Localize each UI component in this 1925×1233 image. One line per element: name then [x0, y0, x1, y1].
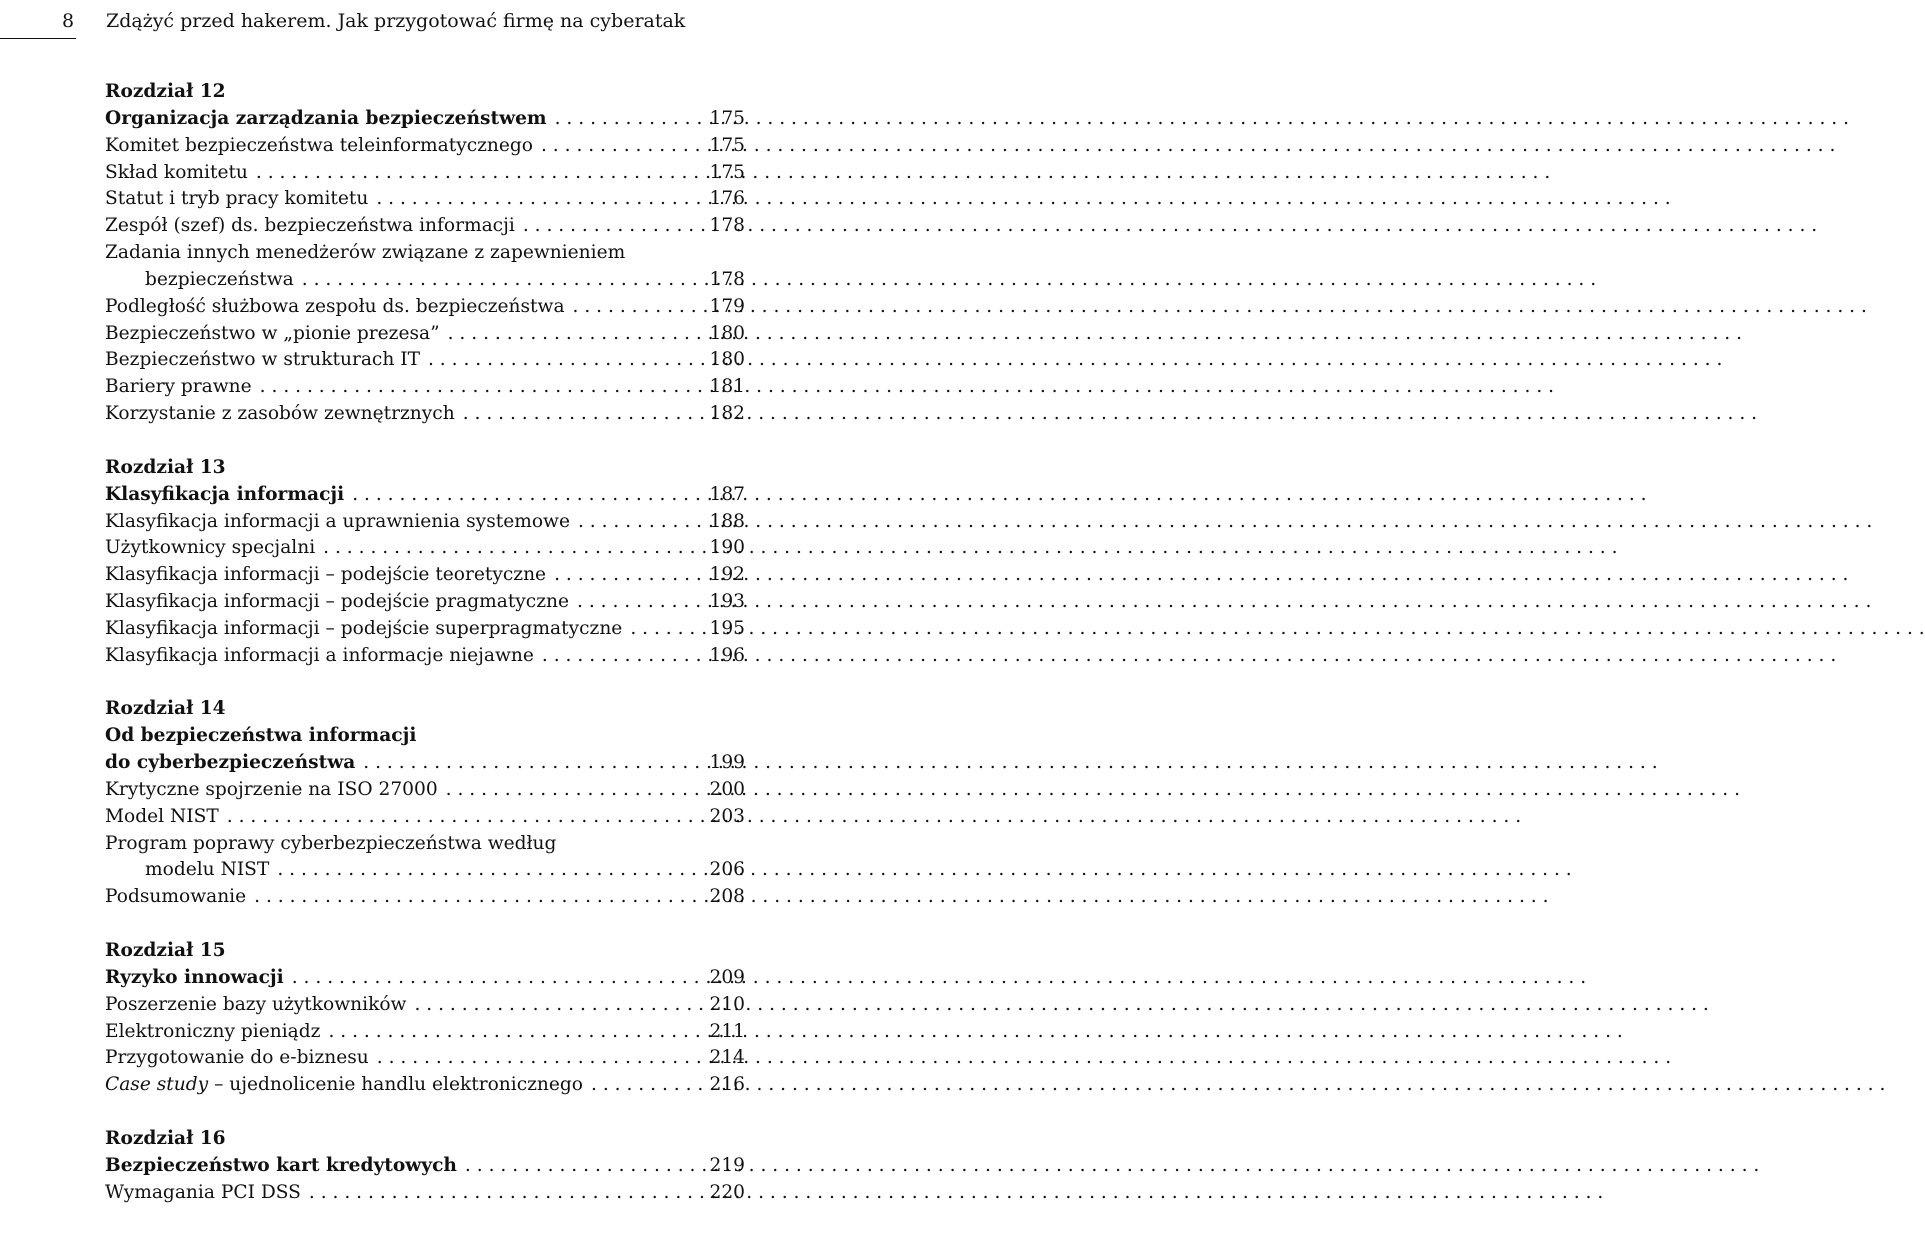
dot-leader — [546, 562, 709, 589]
entry-title: Elektroniczny pieniądz — [105, 1020, 321, 1042]
entry-title-line1[interactable]: Zadania innych menedżerów związane z zapewnieniem — [105, 242, 626, 264]
chapter-13 — [105, 455, 745, 670]
dot-leader — [455, 401, 709, 428]
toc-entry[interactable] — [105, 321, 745, 348]
toc-entry[interactable] — [105, 509, 745, 536]
chapter-title-row[interactable] — [105, 1153, 745, 1180]
chapter-title: Ryzyko innowacji — [105, 966, 284, 988]
dot-leader — [301, 1180, 709, 1207]
entry-title: bezpieczeństwa — [145, 268, 294, 290]
entry-title: Korzystanie z zasobów zewnętrznych — [105, 403, 455, 425]
dot-leader — [406, 992, 709, 1019]
dot-leader — [569, 589, 709, 616]
dot-leader — [219, 804, 709, 831]
dot-leader — [246, 884, 709, 911]
toc-entry[interactable] — [105, 374, 745, 401]
dot-leader — [515, 213, 709, 240]
dot-leader — [622, 616, 709, 643]
page-ref: 219 — [709, 1154, 745, 1176]
chapter-label: Rozdział 16 — [105, 1127, 226, 1149]
chapter-title-row[interactable] — [105, 482, 745, 509]
dot-leader — [565, 294, 709, 321]
entry-title: modelu NIST — [145, 859, 270, 881]
entry-title: Poszerzenie bazy użytkowników — [105, 993, 407, 1015]
entry-title: Podsumowanie — [105, 886, 247, 908]
page-ref: 175 — [709, 107, 745, 129]
toc-entry[interactable] — [105, 267, 745, 294]
entry-title: Model NIST — [105, 805, 219, 827]
entry-title-rest: – ujednolicenie handlu elektronicznego — [208, 1074, 584, 1096]
entry-title: Komitet bezpieczeństwa teleinformatycznego — [105, 134, 533, 156]
dot-leader — [355, 750, 709, 777]
toc-entry[interactable] — [105, 616, 745, 643]
chapter-12 — [105, 79, 745, 428]
page-ref: 175 — [709, 134, 745, 156]
page-ref: 175 — [709, 161, 745, 183]
toc-entry[interactable] — [105, 992, 745, 1019]
chapter-label: Rozdział 14 — [105, 698, 226, 720]
chapter-title: do cyberbezpieczeństwa — [105, 752, 356, 774]
toc-entry[interactable] — [105, 186, 745, 213]
page-ref: 178 — [709, 268, 745, 290]
entry-title: Statut i tryb pracy komitetu — [105, 188, 369, 210]
entry-title: Krytyczne spojrzenie na ISO 27000 — [105, 778, 438, 800]
chapter-15 — [105, 938, 745, 1099]
table-of-contents — [105, 79, 745, 1233]
running-title: Zdążyć przed hakerem. Jak przygotować firmę na cyberatak — [106, 10, 686, 32]
page-ref: 187 — [709, 483, 745, 505]
chapter-title-row[interactable] — [105, 965, 745, 992]
page-ref: 199 — [709, 752, 745, 774]
page-ref: 180 — [709, 349, 745, 371]
chapter-label: Rozdział 13 — [105, 456, 226, 478]
dot-leader — [315, 535, 709, 562]
chapter-title-row[interactable] — [105, 106, 745, 133]
page-ref: 208 — [709, 886, 745, 908]
toc-entry[interactable] — [105, 213, 745, 240]
entry-title — [105, 1072, 583, 1099]
page-ref: 209 — [709, 966, 745, 988]
entry-title-italic: Case study — [105, 1074, 209, 1096]
page-ref: 210 — [709, 993, 745, 1015]
dot-leader — [440, 321, 709, 348]
dot-leader — [533, 133, 709, 160]
toc-entry[interactable] — [105, 777, 745, 804]
page-ref: 220 — [709, 1181, 745, 1203]
entry-title: Klasyfikacja informacji a uprawnienia systemowe — [105, 510, 570, 532]
toc-entry[interactable] — [105, 535, 745, 562]
toc-entry[interactable] — [105, 1180, 745, 1207]
dot-leader — [547, 106, 709, 133]
entry-title: Klasyfikacja informacji – podejście pragmatyczne — [105, 591, 569, 613]
dot-leader — [252, 374, 709, 401]
toc-entry[interactable] — [105, 160, 745, 187]
toc-entry[interactable] — [105, 133, 745, 160]
chapter-title: Klasyfikacja informacji — [105, 483, 345, 505]
toc-entry[interactable] — [105, 1045, 745, 1072]
entry-title: Wymagania PCI DSS — [105, 1181, 301, 1203]
entry-title: Klasyfikacja informacji a informacje niejawne — [105, 644, 534, 666]
toc-entry[interactable] — [105, 294, 745, 321]
dot-leader — [369, 1045, 709, 1072]
chapter-title-row[interactable] — [105, 750, 745, 777]
dot-leader — [294, 267, 709, 294]
page-header — [0, 8, 764, 42]
page-ref: 178 — [709, 215, 745, 237]
toc-entry[interactable] — [105, 643, 745, 670]
toc-entry[interactable] — [105, 347, 745, 374]
page-ref: 180 — [709, 322, 745, 344]
dot-leader — [320, 1019, 709, 1046]
dot-leader — [368, 186, 709, 213]
toc-entry[interactable] — [105, 1019, 745, 1046]
entry-title: Użytkownicy specjalni — [105, 537, 316, 559]
dot-leader — [438, 777, 709, 804]
dot-leader — [420, 347, 709, 374]
entry-title: Bezpieczeństwo w „pionie prezesa” — [105, 322, 440, 344]
dot-leader — [534, 643, 709, 670]
toc-entry[interactable] — [105, 401, 745, 428]
page-ref: 188 — [709, 510, 745, 532]
entry-title: Skład komitetu — [105, 161, 248, 183]
chapter-title: Organizacja zarządzania bezpieczeństwem — [105, 107, 547, 129]
chapter-16 — [105, 1126, 745, 1207]
page-ref: 216 — [709, 1074, 745, 1096]
toc-entry[interactable] — [105, 857, 745, 884]
entry-title: Klasyfikacja informacji – podejście superpragmatyczne — [105, 617, 623, 639]
page-ref: 200 — [709, 778, 745, 800]
toc-entry[interactable] — [105, 562, 745, 589]
toc-entry[interactable] — [105, 1072, 745, 1099]
page-ref: 182 — [709, 403, 745, 425]
dot-leader — [583, 1072, 709, 1099]
page-number-rule — [0, 38, 76, 39]
page-ref: 179 — [709, 295, 745, 317]
chapter-title: Bezpieczeństwo kart kredytowych — [105, 1154, 457, 1176]
page-ref: 190 — [709, 537, 745, 559]
dot-leader — [284, 965, 709, 992]
dot-leader — [457, 1153, 709, 1180]
dot-leader — [269, 857, 709, 884]
page-ref: 214 — [709, 1047, 745, 1069]
toc-entry[interactable] — [105, 804, 745, 831]
entry-title: Klasyfikacja informacji – podejście teoretyczne — [105, 564, 547, 586]
entry-title: Przygotowanie do e-biznesu — [105, 1047, 369, 1069]
dot-leader — [570, 509, 709, 536]
entry-title: Bariery prawne — [105, 376, 252, 398]
dot-leader — [248, 160, 709, 187]
toc-entry[interactable] — [105, 884, 745, 911]
page-ref: 176 — [709, 188, 745, 210]
entry-title: Bezpieczeństwo w strukturach IT — [105, 349, 420, 371]
page-ref: 211 — [709, 1020, 745, 1042]
chapter-title-line1[interactable]: Od bezpieczeństwa informacji — [105, 725, 417, 747]
entry-title: Podległość służbowa zespołu ds. bezpieczeństwa — [105, 295, 565, 317]
chapter-label: Rozdział 12 — [105, 81, 226, 102]
toc-entry[interactable] — [105, 589, 745, 616]
page-ref: 206 — [709, 859, 745, 881]
page-ref: 196 — [709, 644, 745, 666]
entry-title-line1[interactable]: Program poprawy cyberbezpieczeństwa według — [105, 832, 557, 854]
dot-leader — [344, 482, 709, 509]
page-ref: 195 — [709, 617, 745, 639]
page-ref: 193 — [709, 591, 745, 613]
page-ref: 181 — [709, 376, 745, 398]
chapter-14 — [105, 696, 745, 911]
page-ref: 203 — [709, 805, 745, 827]
entry-title: Zespół (szef) ds. bezpieczeństwa informacji — [105, 215, 515, 237]
chapter-label: Rozdział 15 — [105, 940, 226, 961]
page-number: 8 — [62, 10, 75, 32]
page-ref: 192 — [709, 564, 745, 586]
